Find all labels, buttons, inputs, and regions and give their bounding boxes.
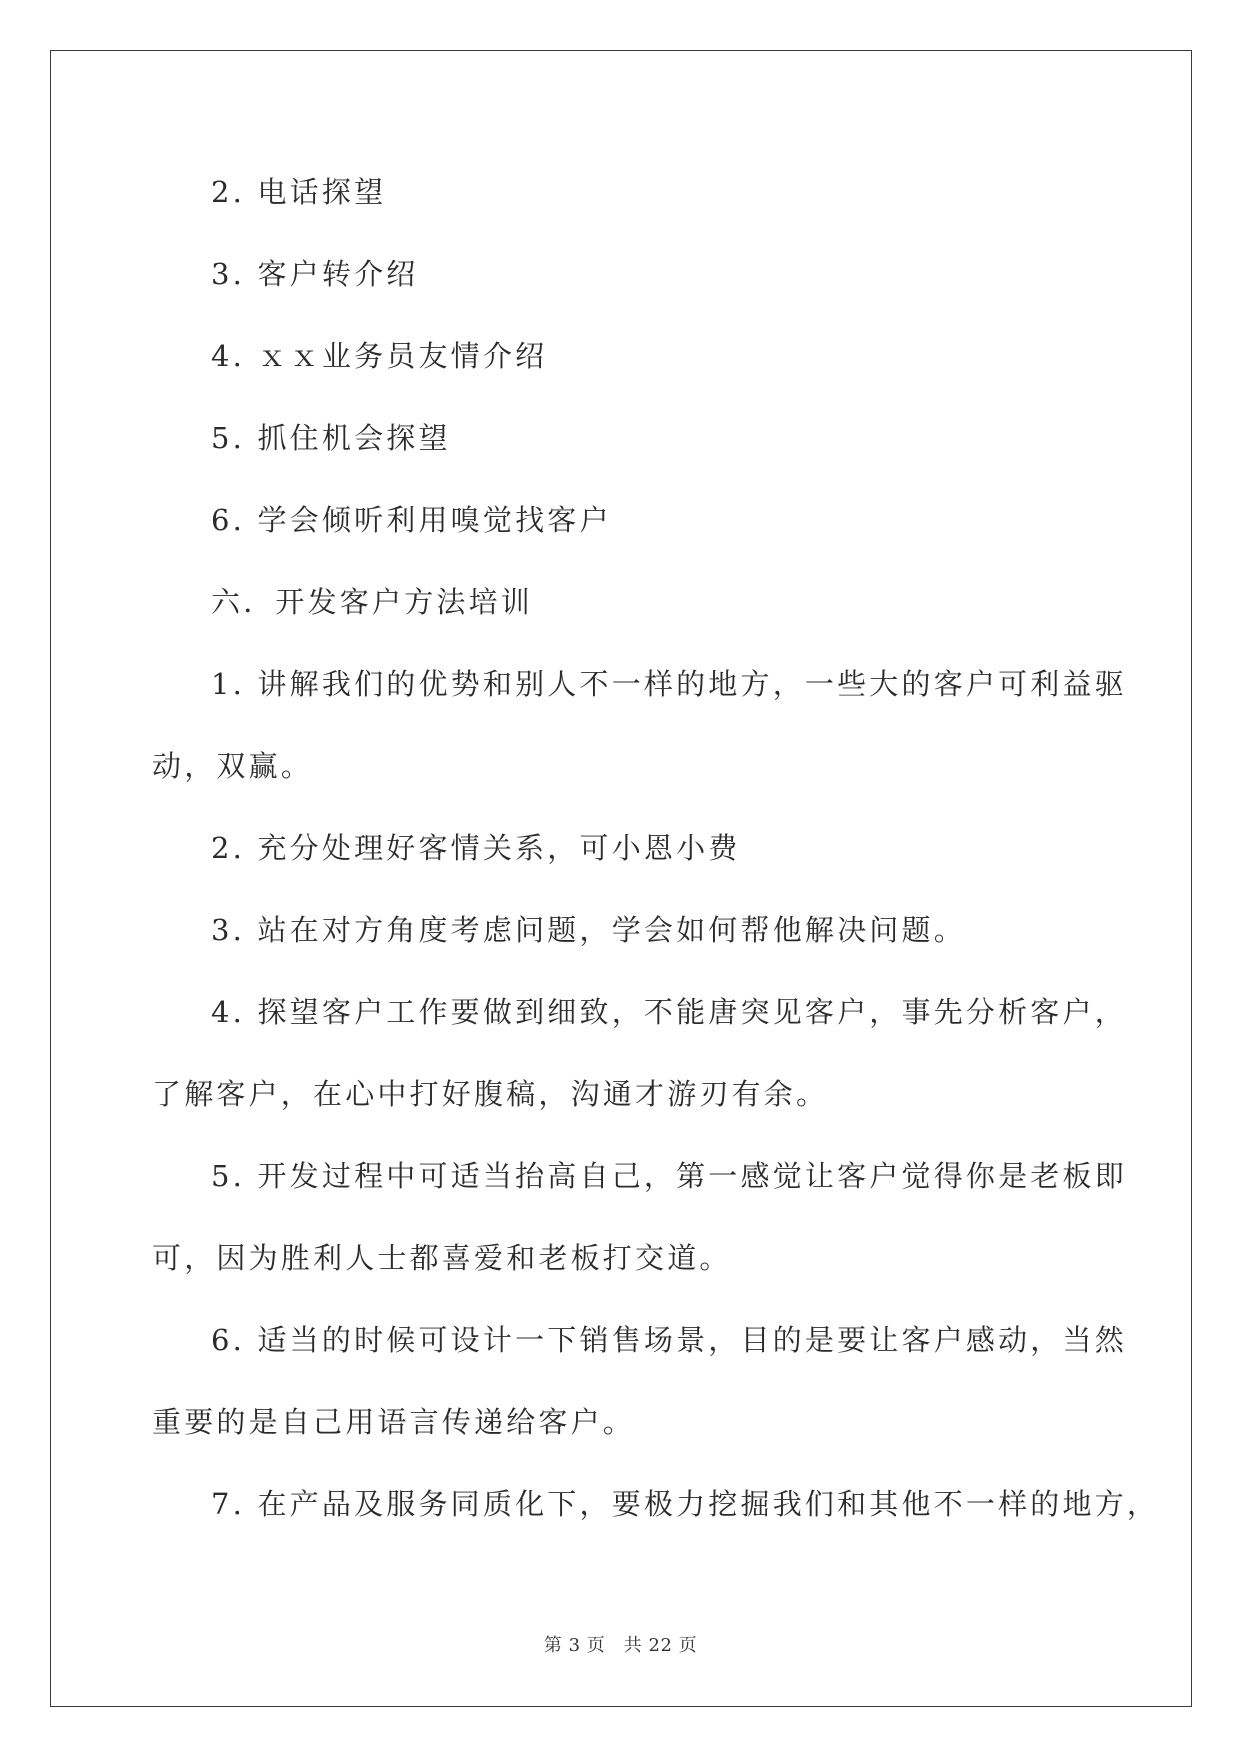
list-item-seize-opportunity: 5. 抓住机会探望 (211, 421, 451, 455)
page-number-footer: 第 3 页 共 22 页 (543, 1635, 698, 1656)
paragraph-line: 了解客户，在心中打好腹稿，沟通才游刃有余。 (152, 1077, 829, 1111)
list-item-learn-listening: 6. 学会倾听利用嗅觉找客户 (211, 503, 612, 537)
paragraph-line: 4. 探望客户工作要做到细致，不能唐突见客户，事先分析客户， (211, 995, 1127, 1029)
paragraph-line: 可，因为胜利人士都喜爱和老板打交道。 (152, 1241, 732, 1275)
section-heading: 六．开发客户方法培训 (211, 585, 534, 619)
paragraph-line: 1. 讲解我们的优势和别人不一样的地方，一些大的客户可利益驱 (211, 667, 1127, 701)
paragraph-line: 3. 站在对方角度考虑问题，学会如何帮他解决问题。 (211, 913, 966, 947)
list-item-customer-referral: 3. 客户转介绍 (211, 257, 419, 291)
paragraph-line: 7. 在产品及服务同质化下，要极力挖掘我们和其他不一样的地方， (211, 1487, 1160, 1521)
paragraph-line: 2. 充分处理好客情关系，可小恩小费 (211, 831, 741, 865)
paragraph-line: 5. 开发过程中可适当抬高自己，第一感觉让客户觉得你是老板即 (211, 1159, 1127, 1193)
paragraph-line: 6. 适当的时候可设计一下销售场景，目的是要让客户感动，当然 (211, 1323, 1127, 1357)
list-item-phone-visit: 2. 电话探望 (211, 175, 387, 209)
list-item-salesman-introduction: 4. ｘｘ业务员友情介绍 (211, 339, 548, 373)
page-border (50, 50, 1192, 1707)
paragraph-line: 重要的是自己用语言传递给客户。 (152, 1405, 636, 1439)
paragraph-line: 动，双赢。 (152, 749, 314, 783)
